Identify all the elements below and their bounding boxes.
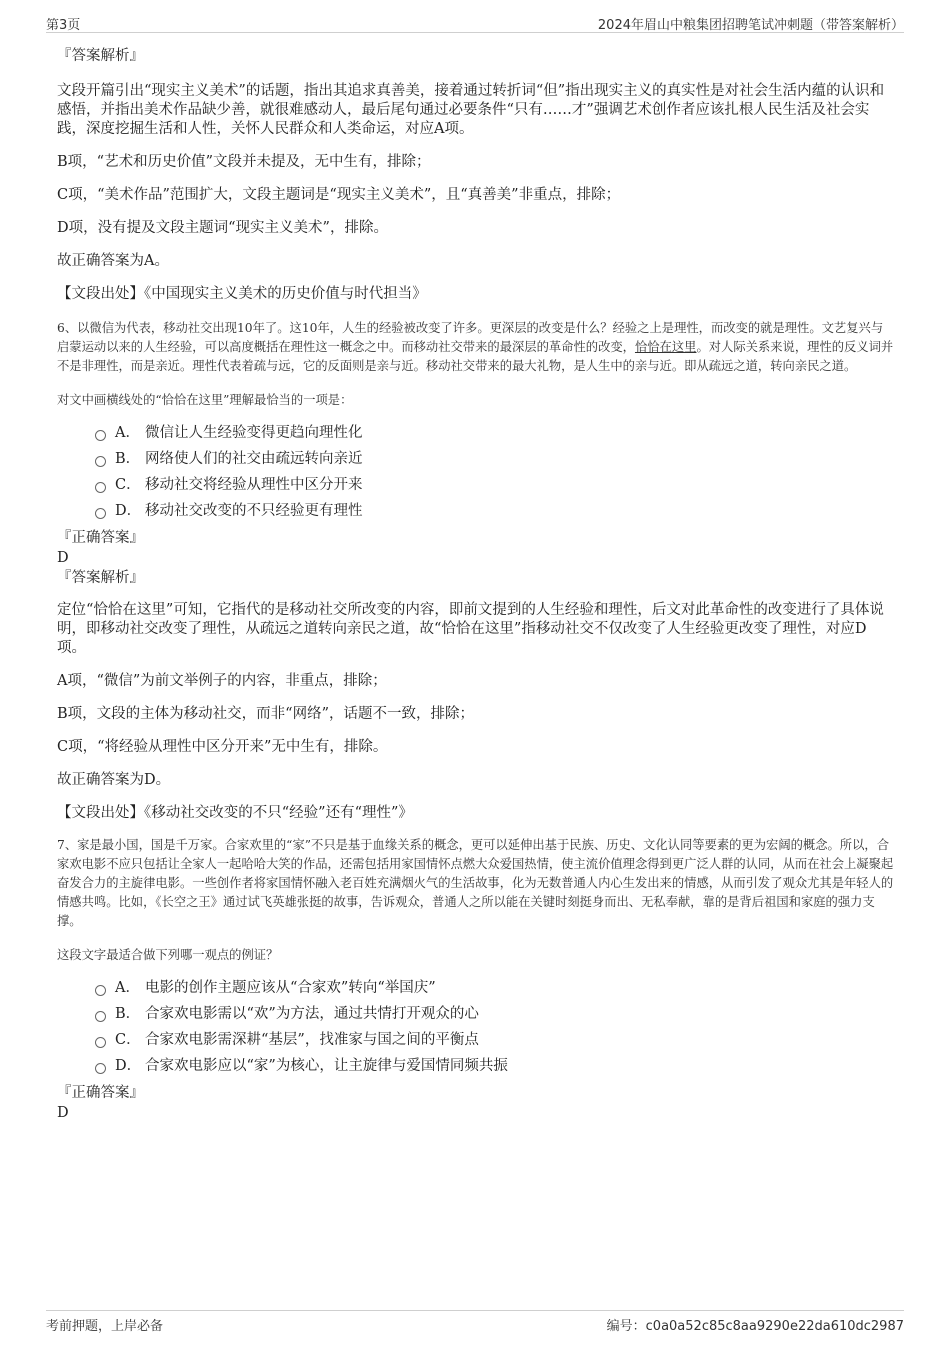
radio-icon[interactable] (95, 482, 106, 493)
radio-icon[interactable] (95, 430, 106, 441)
q6-option-a[interactable]: A． 微信让人生经验变得更趋向理性化 (95, 420, 894, 446)
page-footer (46, 1310, 904, 1335)
document-body (57, 44, 894, 1123)
radio-icon[interactable] (95, 456, 106, 467)
q6-analysis: 定位“恰恰在这里”可知，它指代的是移动社交所改变的内容，即前文提到的人生经验和理性，后文对此革命性的改变进行了具体说明，即移动社交改变了理性，从疏远之道转向亲民之道，故“恰恰在这里”指移动社交不仅改变了人生经验更改变了理性，对应D项。 (57, 602, 884, 656)
footer-code: 编号：c0a0a52c85c8aa9290e22da610dc2987 (606, 1319, 904, 1334)
q6-conclusion: 故正确答案为D。 (57, 772, 171, 788)
page-header (46, 12, 904, 33)
page-number: 第3页 (46, 18, 81, 33)
q7-answer: D (57, 1105, 69, 1121)
radio-icon[interactable] (95, 1037, 106, 1048)
q5-analysis-label: 『答案解析』 (57, 48, 144, 64)
q7-question: 这段文字最适合做下列哪一观点的例证？ (57, 948, 279, 962)
document-title: 2024年眉山中粮集团招聘笔试冲刺题（带答案解析） (597, 18, 904, 33)
q7-option-b[interactable]: B． 合家欢电影需以“欢”为方法，通过共情打开观众的心 (95, 1001, 894, 1027)
q6-analysis-b: B项，文段的主体为移动社交，而非“网络”，话题不一致，排除； (57, 706, 474, 722)
radio-icon[interactable] (95, 508, 106, 519)
q5-analysis-b: B项，“艺术和历史价值”文段并未提及，无中生有，排除； (57, 154, 431, 170)
q6-passage (57, 319, 894, 376)
q6-passage-before: 6、以微信为代表，移动社交出现10年了。这10年，人生的经验被改变了许多。更深层的改变是什么？经验之上是理性，而改变的就是理性。文艺复兴与启蒙运动以来的人生经验，可以高度概括在理性这一概念之中。而移动社交带来的最深层的革命性的改变， (57, 321, 884, 354)
q6-option-b[interactable]: B． 网络使人们的社交由疏远转向亲近 (95, 446, 894, 472)
q7-option-c[interactable]: C． 合家欢电影需深耕“基层”，找准家与国之间的平衡点 (95, 1027, 894, 1053)
q7-option-d[interactable]: D． 合家欢电影应以“家”为核心，让主旋律与爱国情同频共振 (95, 1053, 894, 1079)
q5-source: 【文段出处】《中国现实主义美术的历史价值与时代担当》 (57, 286, 427, 302)
q7-option-a[interactable]: A． 电影的创作主题应该从“合家欢”转向“举国庆” (95, 975, 894, 1001)
q6-answer-label: 『正确答案』 (57, 530, 144, 546)
q6-analysis-a: A项，“微信”为前文举例子的内容，非重点，排除； (57, 673, 387, 689)
radio-icon[interactable] (95, 985, 106, 996)
radio-icon[interactable] (95, 1011, 106, 1022)
q6-answer: D (57, 550, 69, 566)
q6-options (95, 420, 894, 524)
q6-question: 对文中画横线处的“恰恰在这里”理解最恰当的一项是： (57, 393, 353, 407)
q5-analysis-c: C项，“美术作品”范围扩大，文段主题词是“现实主义美术”，且“真善美”非重点，排除； (57, 187, 621, 203)
q6-underlined-phrase: 恰恰在这里 (634, 340, 697, 354)
footer-slogan: 考前押题，上岸必备 (46, 1319, 164, 1334)
q7-passage: 7、家是最小国，国是千万家。合家欢里的“家”不只是基于血缘关系的概念，更可以延伸出基于民族、历史、文化认同等要素的更为宏阔的概念。所以，合家欢电影不应只包括让全家人一起哈哈大笑的作品，还需包括用家国情怀点燃大众爱国热情，使主流价值理念得到更广泛人群的认同，从而在社会上凝聚起奋发合力的主旋律电影。一些创作者将家国情怀融入老百姓充满烟火气的生活故事，化为无数普通人内心生发出来的情感，从而引发了观众尤其是年轻人的情感共鸣。比如，《长空之王》通过试飞英雄张挺的故事，告诉观众，普通人之所以能在关键时刻挺身而出、无私奉献，靠的是背后祖国和家庭的强力支撑。 (57, 838, 894, 928)
q5-analysis: 文段开篇引出“现实主义美术”的话题，指出其追求真善美，接着通过转折词“但”指出现实主义的真实性是对社会生活内蕴的认识和感悟，并指出美术作品缺少善，就很难感动人，最后尾句通过必要条件“只有……才”强调艺术创作者应该扎根人民生活及社会实践，深度挖掘生活和人性，关怀人民群众和人类命运，对应A项。 (57, 83, 885, 137)
q6-option-c[interactable]: C． 移动社交将经验从理性中区分开来 (95, 472, 894, 498)
q7-options (95, 975, 894, 1079)
q7-answer-label: 『正确答案』 (57, 1085, 144, 1101)
q6-analysis-c: C项，“将经验从理性中区分开来”无中生有，排除。 (57, 739, 388, 755)
q6-analysis-label: 『答案解析』 (57, 570, 144, 586)
q6-source: 【文段出处】《移动社交改变的不只“经验”还有“理性”》 (57, 805, 413, 821)
q5-conclusion: 故正确答案为A。 (57, 253, 169, 269)
q6-passage-after: 。对人际关系来说，理性的反义词并不是非理性，而是亲近。理性代表着疏与远，它的反面则是亲与近。移动社交带来的最大礼物，是人生中的亲与近。即从疏远之道，转向亲民之道。 (57, 340, 894, 373)
q6-option-d[interactable]: D． 移动社交改变的不只经验更有理性 (95, 498, 894, 524)
radio-icon[interactable] (95, 1063, 106, 1074)
q5-analysis-d: D项，没有提及文段主题词“现实主义美术”，排除。 (57, 220, 388, 236)
